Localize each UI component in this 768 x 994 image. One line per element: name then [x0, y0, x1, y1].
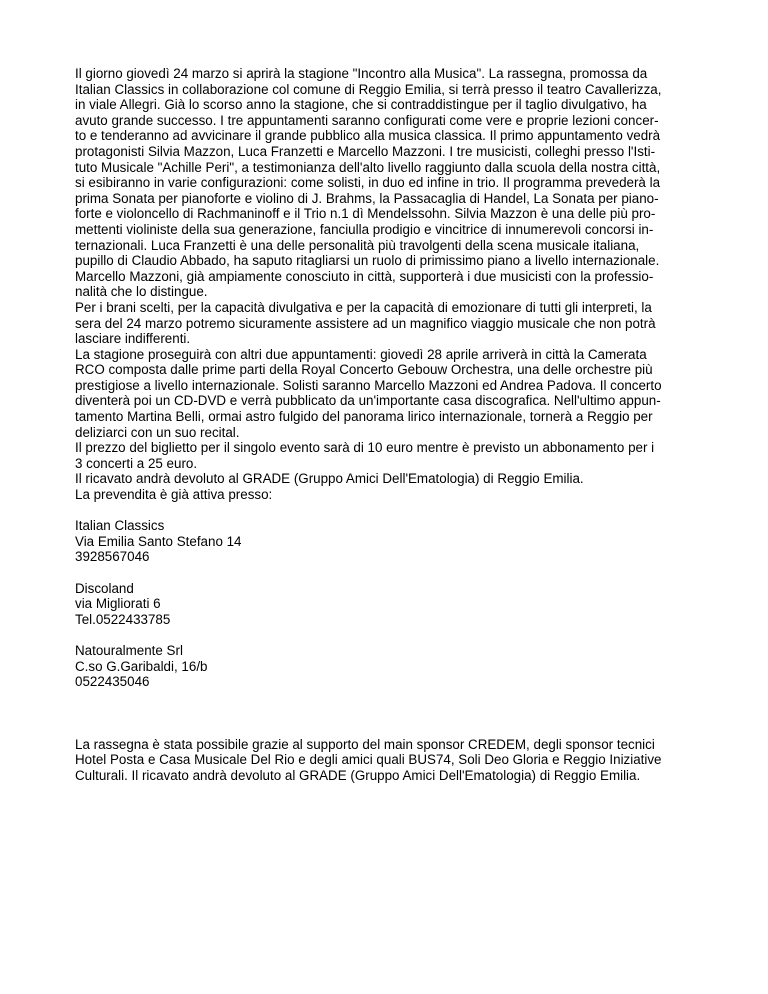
body-line: to e tenderanno ad avvicinare il grande pubblico alla musica classica. Il primo appuntamento vedrà: [75, 128, 661, 144]
spacer: [75, 627, 715, 643]
shop-phone: Tel.0522433785: [75, 611, 171, 627]
body-line: RCO composta dalle prime parti della Royal Concerto Gebouw Orchestra, una delle orchestre più: [75, 362, 653, 378]
body-line: tuto Musicale "Achille Peri", a testimonianza dell'alto livello raggiunto dalla scuola della nostra città,: [75, 159, 661, 175]
shop-name: Discoland: [75, 580, 134, 596]
body-line: Per i brani scelti, per la capacità divulgativa e per la capacità di emozionare di tutti gli interpreti, la: [75, 299, 652, 315]
document-page: [75, 66, 715, 783]
body-line: tamento Martina Belli, ormai astro fulgido del panorama lirico internazionale, tornerà a Reggio per: [75, 409, 653, 425]
shop-entry: [75, 518, 715, 565]
shop-address: via Migliorati 6: [75, 596, 161, 612]
shop-name: Natouralmente Srl: [75, 642, 183, 658]
body-line: Il giorno giovedì 24 marzo si aprirà la stagione "Incontro alla Musica". La rassegna, promossa da: [75, 66, 648, 81]
body-line: avuto grande successo. I tre appuntamenti saranno configurati come vere e proprie lezioni concer-: [75, 112, 659, 128]
shop-address: Via Emilia Santo Stefano 14: [75, 533, 242, 549]
body-line: in viale Allegri. Già lo scorso anno la stagione, che si contraddistingue per il taglio divulgativo, ha: [75, 97, 647, 113]
body-line: protagonisti Silvia Mazzon, Luca Franzetti e Marcello Mazzoni. I tre musicisti, colleghi presso l'Isti-: [75, 143, 656, 159]
body-line: La stagione proseguirà con altri due appuntamenti: giovedì 28 aprile arriverà in città la Camerata: [75, 346, 647, 362]
body-line: Il ricavato andrà devoluto al GRADE (Gruppo Amici Dell'Ematologia) di Reggio Emilia.: [75, 471, 584, 487]
shop-phone: 0522435046: [75, 674, 150, 690]
body-line: diventerà poi un CD-DVD e verrà pubblicato da un'importante casa discografica. Nell'ultimo appun-: [75, 393, 661, 409]
closing-line: Hotel Posta e Casa Musicale Del Rio e degli amici quali BUS74, Soli Deo Gloria e Reggio Iniziative: [75, 752, 662, 768]
body-line: mettenti violiniste della sua generazione, fanciulla prodigio e vincitrice di innumerevoli concorsi in-: [75, 221, 654, 237]
body-line: forte e violoncello di Rachmaninoff e il Trio n.1 dì Mendelssohn. Silvia Mazzon è una delle più pro-: [75, 206, 656, 222]
body-line: si esibiranno in varie configurazioni: come solisti, in duo ed infine in trio. Il programma prevederà la: [75, 175, 661, 191]
body-line: pupillo di Claudio Abbado, ha saputo ritagliarsi un ruolo di primissimo piano a livello internazionale.: [75, 253, 660, 269]
spacer: [75, 690, 715, 721]
body-line: 3 concerti a 25 euro.: [75, 455, 198, 471]
shop-entry: [75, 643, 715, 690]
body-line: Marcello Mazzoni, già ampiamente conosciuto in città, supporterà i due musicisti con la professio-: [75, 268, 654, 284]
body-line: La prevendita è già attiva presso:: [75, 487, 273, 503]
closing-line: Culturali. Il ricavato andrà devoluto al GRADE (Gruppo Amici Dell'Ematologia) di Reggio Emilia.: [75, 767, 641, 783]
body-line: prima Sonata per pianoforte e violino di J. Brahms, la Passacaglia di Handel, La Sonata per piano-: [75, 190, 659, 206]
spacer: [75, 721, 715, 737]
main-paragraph: [75, 66, 715, 503]
body-line: nalità che lo distingue.: [75, 284, 208, 300]
body-line: Il prezzo del biglietto per il singolo evento sarà di 10 euro mentre è previsto un abbonamento per i: [75, 440, 655, 456]
shop-phone: 3928567046: [75, 549, 150, 565]
shop-entry: [75, 581, 715, 628]
body-line: deliziarci con un suo recital.: [75, 424, 240, 440]
body-line: prestigiose a livello internazionale. Solisti saranno Marcello Mazzoni ed Andrea Padova. Il concerto: [75, 377, 662, 393]
shop-name: Italian Classics: [75, 518, 165, 534]
shop-address: C.so G.Garibaldi, 16/b: [75, 658, 208, 674]
spacer: [75, 503, 715, 519]
body-line: sera del 24 marzo potremo sicuramente assistere ad un magnifico viaggio musicale che non potrà: [75, 315, 656, 331]
closing-line: La rassegna è stata possibile grazie al supporto del main sponsor CREDEM, degli sponsor tecnici: [75, 736, 655, 752]
body-line: ternazionali. Luca Franzetti è una delle personalità più travolgenti della scena musicale italiana,: [75, 237, 640, 253]
body-line: Italian Classics in collaborazione col comune di Reggio Emilia, si terrà presso il teatro Cavallerizza,: [75, 81, 662, 97]
spacer: [75, 565, 715, 581]
closing-paragraph: [75, 737, 715, 784]
body-line: lasciare indifferenti.: [75, 331, 191, 347]
